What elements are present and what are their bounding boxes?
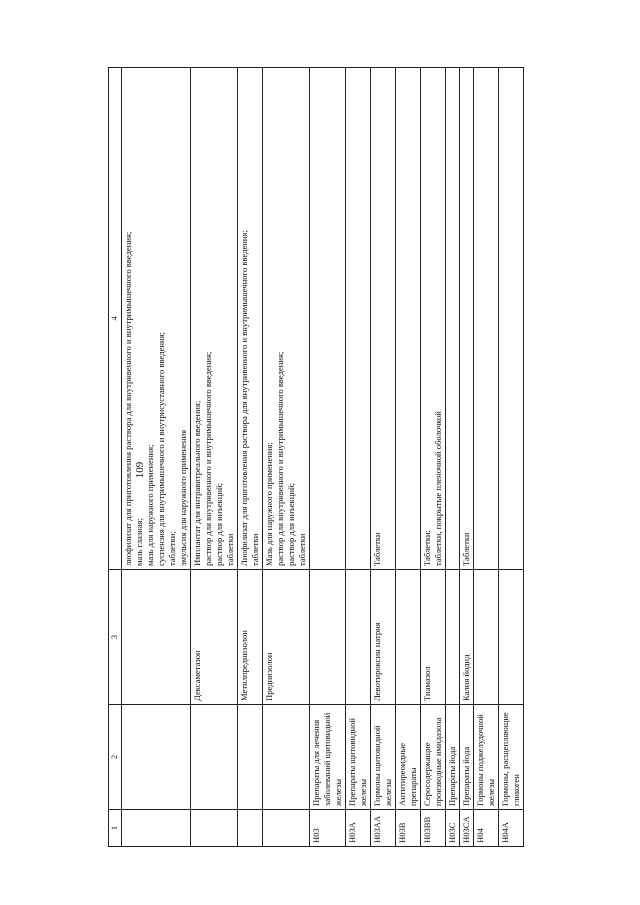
dosage-form-line: Таблетки	[372, 532, 382, 566]
dosage-form-line: Таблетки;	[422, 529, 432, 566]
dosage-form-line: таблетки	[250, 533, 260, 566]
atc-code-cell: H03CA	[460, 810, 474, 847]
dosage-form-line: раствор для внутривенного и внутримышечного введения;	[275, 351, 285, 566]
group-name-cell: Препараты щитовидной железы	[346, 705, 371, 810]
page-number: 109	[134, 461, 146, 479]
table-row	[460, 68, 474, 847]
dosage-forms-cell	[460, 68, 474, 570]
dosage-forms-cell	[310, 68, 346, 570]
header-cell: 3	[109, 570, 122, 705]
dosage-forms-cell	[191, 68, 238, 570]
atc-code-cell: H03B	[396, 810, 421, 847]
table-row	[238, 68, 263, 847]
dosage-form-line: Лиофилизат для приготовления раствора для внутривенного и внутримышечного введения;	[239, 230, 249, 566]
dosage-forms-cell	[396, 68, 421, 570]
atc-code-cell: H04	[474, 810, 499, 847]
atc-code-cell: H03AA	[371, 810, 396, 847]
table-header-row	[109, 68, 122, 847]
drug-name-cell	[122, 570, 191, 705]
dosage-form-line: раствор для инъекций;	[214, 482, 224, 566]
group-name-cell: Препараты йода	[460, 705, 474, 810]
rotated-table-container	[108, 67, 591, 847]
dosage-forms-cell	[474, 68, 499, 570]
dosage-form-line: эмульсия для наружного применения	[178, 429, 188, 566]
dosage-forms-cell	[421, 68, 446, 570]
header-cell: 1	[109, 810, 122, 847]
group-name-cell: Гормоны поджелудочной железы	[474, 705, 499, 810]
atc-code-cell: H03	[310, 810, 346, 847]
group-name-cell	[238, 705, 263, 810]
table-row	[263, 68, 310, 847]
atc-code-cell: H04A	[499, 810, 524, 847]
drug-name-cell: Дексаметазон	[191, 570, 238, 705]
dosage-form-line: таблетки	[297, 533, 307, 566]
dosage-forms-cell	[122, 68, 191, 570]
drug-name-cell: Калия йодид	[460, 570, 474, 705]
dosage-form-line: раствор для внутривенного и внутримышечного введения;	[203, 351, 213, 566]
header-cell: 2	[109, 705, 122, 810]
drug-table	[108, 67, 524, 847]
table-row	[499, 68, 524, 847]
drug-name-cell: Левотироксин натрия	[371, 570, 396, 705]
drug-name-cell	[346, 570, 371, 705]
dosage-form-line: раствор для инъекций;	[286, 482, 296, 566]
table-frame	[108, 67, 591, 847]
atc-code-cell: H03C	[446, 810, 460, 847]
group-name-cell: Препараты йода	[446, 705, 460, 810]
dosage-form-line: Таблетки	[461, 532, 471, 566]
atc-code-cell	[191, 810, 238, 847]
group-name-cell: Препараты для лечения заболеваний щитовидной железы	[310, 705, 346, 810]
table-row	[191, 68, 238, 847]
dosage-forms-cell	[499, 68, 524, 570]
table-row	[346, 68, 371, 847]
dosage-form-line: Имплантат для интравитреального введения;	[192, 400, 202, 566]
group-name-cell: Серосодержащие производные имидазола	[421, 705, 446, 810]
group-name-cell: Гормоны, расщепляющие гликоген	[499, 705, 524, 810]
dosage-forms-cell	[346, 68, 371, 570]
group-name-cell	[191, 705, 238, 810]
table-row	[446, 68, 460, 847]
drug-name-cell	[396, 570, 421, 705]
atc-code-cell	[263, 810, 310, 847]
table-row	[421, 68, 446, 847]
table-row	[371, 68, 396, 847]
dosage-forms-cell	[446, 68, 460, 570]
dosage-forms-cell	[263, 68, 310, 570]
group-name-cell	[122, 705, 191, 810]
atc-code-cell: H03A	[346, 810, 371, 847]
group-name-cell	[263, 705, 310, 810]
atc-code-cell: H03BB	[421, 810, 446, 847]
table-row	[122, 68, 191, 847]
drug-name-cell: Преднизолон	[263, 570, 310, 705]
dosage-form-line: суспензия для внутримышечного и внутрисуставного введения;	[156, 332, 166, 566]
table-row	[396, 68, 421, 847]
dosage-form-line: лиофилизат для приготовления раствора для внутривенного и внутримышечного введения;	[123, 231, 133, 566]
drug-name-cell	[474, 570, 499, 705]
dosage-forms-cell	[238, 68, 263, 570]
table-row	[474, 68, 499, 847]
dosage-form-line: таблетки, покрытые пленочной оболочкой	[433, 411, 443, 566]
atc-code-cell	[122, 810, 191, 847]
dosage-form-line: таблетки;	[167, 531, 177, 566]
atc-code-cell	[238, 810, 263, 847]
dosage-forms-cell	[371, 68, 396, 570]
dosage-form-line: Мазь для наружного применения;	[264, 442, 274, 566]
drug-name-cell: Тиамазол	[421, 570, 446, 705]
drug-name-cell	[310, 570, 346, 705]
drug-name-cell	[446, 570, 460, 705]
drug-name-cell: Метилпреднизолон	[238, 570, 263, 705]
table-body	[122, 68, 524, 847]
dosage-form-line: мазь для наружного применения;	[145, 444, 155, 566]
drug-name-cell	[499, 570, 524, 705]
header-cell: 4	[109, 68, 122, 570]
group-name-cell: Антитиреоидные препараты	[396, 705, 421, 810]
dosage-form-line: таблетки	[225, 533, 235, 566]
group-name-cell: Гормоны щитовидной железы	[371, 705, 396, 810]
table-row	[310, 68, 346, 847]
dosage-form-line: мазь глазная;	[134, 518, 144, 566]
